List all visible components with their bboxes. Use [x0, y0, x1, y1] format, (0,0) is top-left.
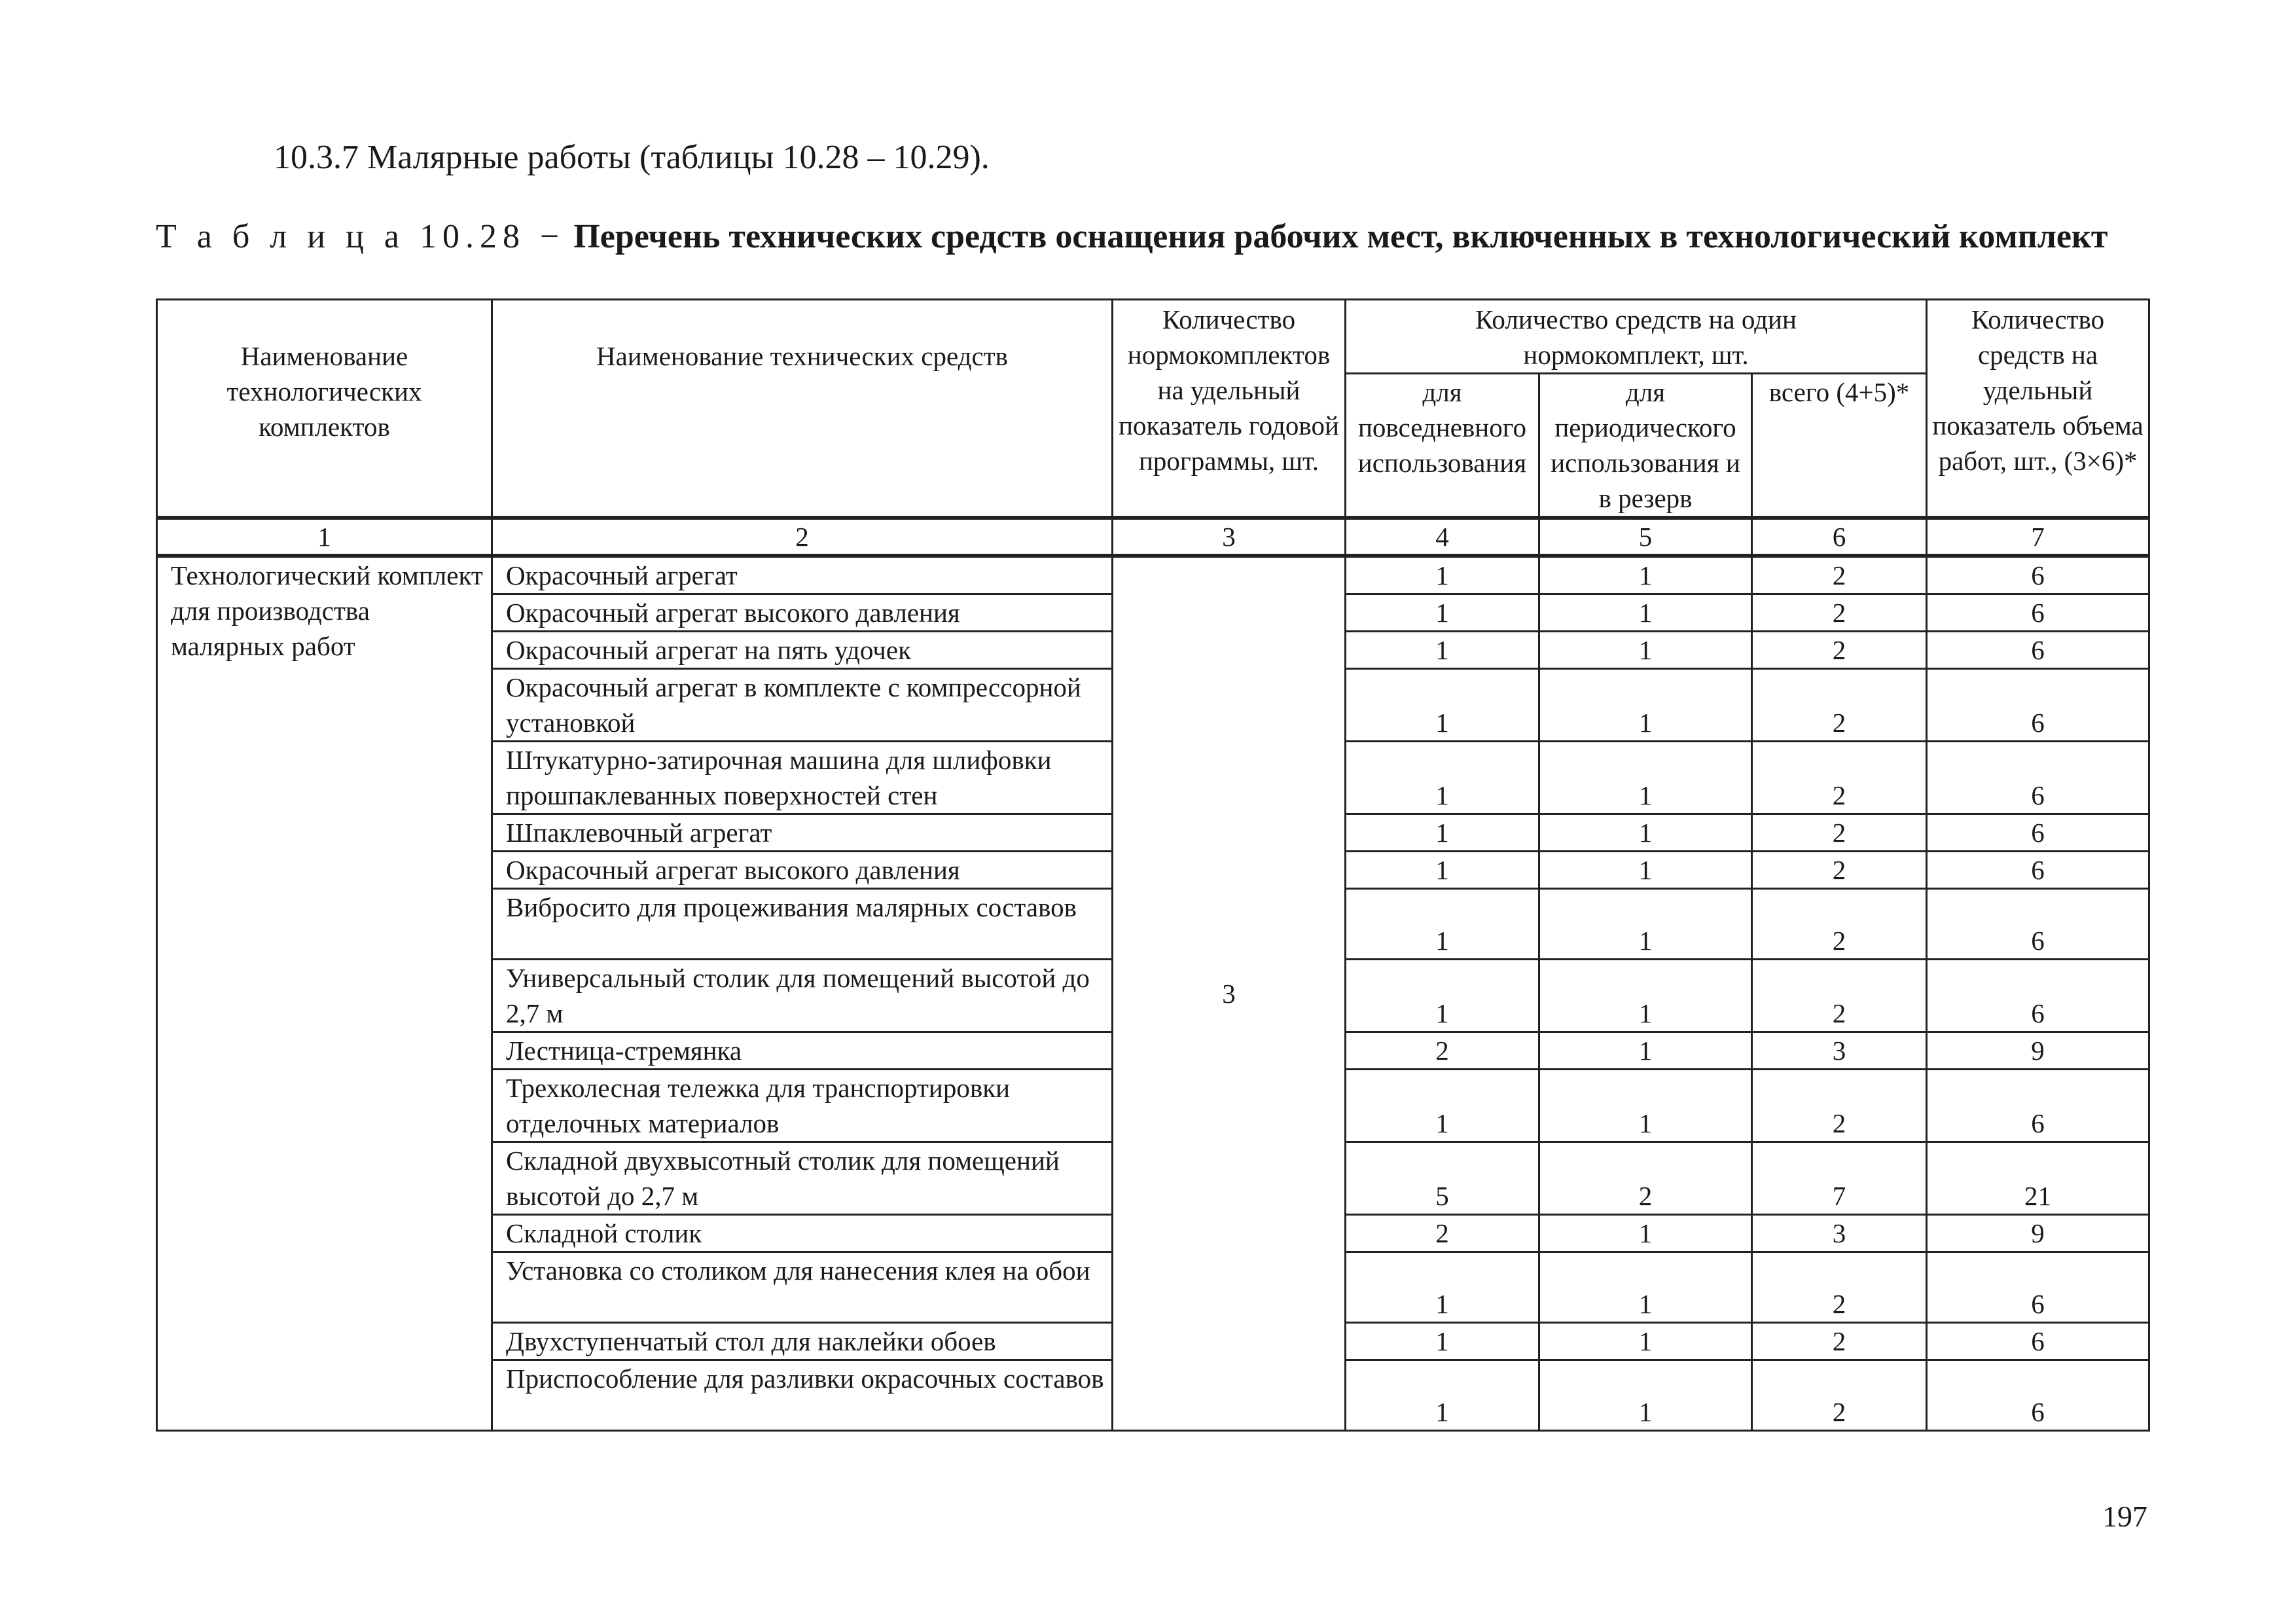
per-unit-count-cell: 6 [1927, 852, 2149, 889]
per-unit-count-cell: 6 [1927, 556, 2149, 594]
per-unit-count-cell: 6 [1927, 960, 2149, 1032]
total-count-cell: 2 [1752, 556, 1927, 594]
periodic-count-cell: 1 [1539, 1215, 1752, 1252]
header-col-1: Наименование технологических комплектов [157, 300, 492, 518]
table-caption [156, 216, 2147, 258]
complex-name-cell: Технологический комплект для производства малярных работ [157, 556, 492, 1431]
periodic-count-cell: 1 [1539, 814, 1752, 852]
total-count-cell: 2 [1752, 742, 1927, 814]
total-count-cell: 3 [1752, 1215, 1927, 1252]
per-unit-count-cell: 6 [1927, 1252, 2149, 1323]
daily-count-cell: 1 [1346, 556, 1539, 594]
page-number: 197 [2102, 1500, 2147, 1533]
periodic-count-cell: 1 [1539, 960, 1752, 1032]
per-unit-count-cell: 6 [1927, 1323, 2149, 1360]
per-unit-count-cell: 6 [1927, 669, 2149, 742]
total-count-cell: 2 [1752, 1323, 1927, 1360]
equipment-name-cell: Лестница-стремянка [492, 1032, 1113, 1070]
equipment-name-cell: Шпаклевочный агрегат [492, 814, 1113, 852]
norm-count-cell: 3 [1113, 556, 1346, 1431]
total-count-cell: 2 [1752, 594, 1927, 632]
periodic-count-cell: 1 [1539, 594, 1752, 632]
daily-count-cell: 1 [1346, 1323, 1539, 1360]
equipment-name-cell: Окрасочный агрегат высокого давления [492, 852, 1113, 889]
periodic-count-cell: 1 [1539, 669, 1752, 742]
total-count-cell: 2 [1752, 632, 1927, 669]
equipment-name-cell: Двухступенчатый стол для наклейки обоев [492, 1323, 1113, 1360]
equipment-name-cell: Складной столик [492, 1215, 1113, 1252]
daily-count-cell: 1 [1346, 1070, 1539, 1142]
daily-count-cell: 1 [1346, 852, 1539, 889]
daily-count-cell: 1 [1346, 1252, 1539, 1323]
daily-count-cell: 1 [1346, 594, 1539, 632]
equipment-name-cell: Окрасочный агрегат на пять удочек [492, 632, 1113, 669]
equipment-name-cell: Трехколесная тележка для транспортировки отделочных материалов [492, 1070, 1113, 1142]
per-unit-count-cell: 6 [1927, 632, 2149, 669]
daily-count-cell: 1 [1346, 742, 1539, 814]
daily-count-cell: 1 [1346, 632, 1539, 669]
total-count-cell: 2 [1752, 814, 1927, 852]
per-unit-count-cell: 6 [1927, 889, 2149, 960]
periodic-count-cell: 1 [1539, 1323, 1752, 1360]
column-number: 2 [492, 518, 1113, 556]
total-count-cell: 2 [1752, 960, 1927, 1032]
equipment-name-cell: Установка со столиком для нанесения клея на обои [492, 1252, 1113, 1323]
total-count-cell: 2 [1752, 1070, 1927, 1142]
daily-count-cell: 2 [1346, 1215, 1539, 1252]
daily-count-cell: 1 [1346, 814, 1539, 852]
header-col-3: Количество нормокомплектов на удельный показатель годовой программы, шт. [1113, 300, 1346, 518]
header-col-6: всего (4+5)* [1752, 374, 1927, 518]
total-count-cell: 2 [1752, 889, 1927, 960]
periodic-count-cell: 1 [1539, 1252, 1752, 1323]
table-row [157, 556, 2149, 594]
periodic-count-cell: 1 [1539, 742, 1752, 814]
header-col-5: для периодического использования и в резерв [1539, 374, 1752, 518]
equipment-name-cell: Универсальный столик для помещений высотой до 2,7 м [492, 960, 1113, 1032]
per-unit-count-cell: 6 [1927, 814, 2149, 852]
daily-count-cell: 2 [1346, 1032, 1539, 1070]
periodic-count-cell: 1 [1539, 632, 1752, 669]
daily-count-cell: 1 [1346, 889, 1539, 960]
column-number: 7 [1927, 518, 2149, 556]
equipment-name-cell: Окрасочный агрегат в комплекте с компрессорной установкой [492, 669, 1113, 742]
column-number: 6 [1752, 518, 1927, 556]
total-count-cell: 3 [1752, 1032, 1927, 1070]
column-number: 3 [1113, 518, 1346, 556]
header-group: Количество средств на один нормокомплект, шт. [1346, 300, 1927, 374]
daily-count-cell: 1 [1346, 1360, 1539, 1431]
periodic-count-cell: 1 [1539, 889, 1752, 960]
total-count-cell: 7 [1752, 1142, 1927, 1215]
periodic-count-cell: 1 [1539, 1070, 1752, 1142]
total-count-cell: 2 [1752, 1360, 1927, 1431]
equipment-name-cell: Окрасочный агрегат высокого давления [492, 594, 1113, 632]
per-unit-count-cell: 9 [1927, 1032, 2149, 1070]
header-col-4: для повседневного использования [1346, 374, 1539, 518]
per-unit-count-cell: 6 [1927, 1070, 2149, 1142]
per-unit-count-cell: 6 [1927, 594, 2149, 632]
periodic-count-cell: 1 [1539, 852, 1752, 889]
column-number: 1 [157, 518, 492, 556]
column-number: 5 [1539, 518, 1752, 556]
equipment-table [156, 298, 2150, 1432]
total-count-cell: 2 [1752, 852, 1927, 889]
header-row-1 [157, 300, 2149, 374]
daily-count-cell: 1 [1346, 669, 1539, 742]
table-caption-label: Т а б л и ц а 10.28 − [156, 218, 565, 255]
total-count-cell: 2 [1752, 669, 1927, 742]
column-number-row [157, 518, 2149, 556]
header-col-2: Наименование технических средств [492, 300, 1113, 518]
equipment-name-cell: Штукатурно-затирочная машина для шлифовки прошпаклеванных поверхностей стен [492, 742, 1113, 814]
equipment-name-cell: Приспособление для разливки окрасочных составов [492, 1360, 1113, 1431]
header-col-7: Количество средств на удельный показатель объема работ, шт., (3×6)* [1927, 300, 2149, 518]
per-unit-count-cell: 9 [1927, 1215, 2149, 1252]
daily-count-cell: 5 [1346, 1142, 1539, 1215]
periodic-count-cell: 1 [1539, 556, 1752, 594]
per-unit-count-cell: 21 [1927, 1142, 2149, 1215]
equipment-name-cell: Складной двухвысотный столик для помещений высотой до 2,7 м [492, 1142, 1113, 1215]
total-count-cell: 2 [1752, 1252, 1927, 1323]
equipment-name-cell: Вибросито для процеживания малярных составов [492, 889, 1113, 960]
equipment-name-cell: Окрасочный агрегат [492, 556, 1113, 594]
per-unit-count-cell: 6 [1927, 1360, 2149, 1431]
periodic-count-cell: 2 [1539, 1142, 1752, 1215]
daily-count-cell: 1 [1346, 960, 1539, 1032]
periodic-count-cell: 1 [1539, 1032, 1752, 1070]
column-number: 4 [1346, 518, 1539, 556]
per-unit-count-cell: 6 [1927, 742, 2149, 814]
periodic-count-cell: 1 [1539, 1360, 1752, 1431]
section-heading: 10.3.7 Малярные работы (таблицы 10.28 – 10.29). [274, 139, 990, 176]
table-caption-title: Перечень технических средств оснащения рабочих мест, включенных в технологический комплект [573, 218, 2108, 255]
